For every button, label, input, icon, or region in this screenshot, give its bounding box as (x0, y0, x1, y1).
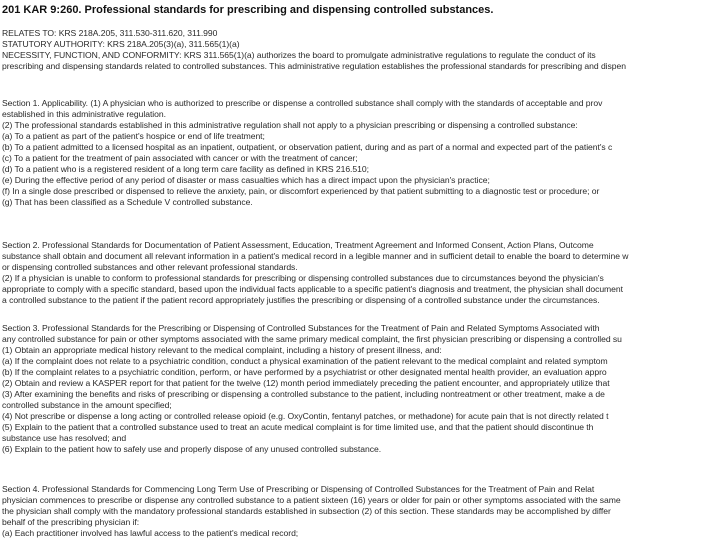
paragraph-line: appropriate to comply with a specific standard, based upon the individual facts applicable to a specific patient's diagnosis and treatment, the physician shall document (2, 284, 623, 294)
paragraph-line: (2) Obtain and review a KASPER report for that patient for the twelve (12) month period immediately preceding the patient encounter, and appropriately utilize that (2, 378, 610, 388)
paragraph-line: controlled substance in the amount specified; (2, 400, 172, 410)
paragraph-line: (4) Not prescribe or dispense a long acting or controlled release opioid (e.g. OxyContin, fentanyl patches, or methadone) for acute pain that is not directly related t (2, 411, 609, 421)
paragraph-line: a controlled substance to the patient if the patient record appropriately justifies the prescribing or dispensing of a controlled substance under the circumstances. (2, 295, 600, 305)
statutory-authority-line: STATUTORY AUTHORITY: KRS 218A.205(3)(a), 311.565(1)(a) (2, 39, 240, 49)
relates-to-line: RELATES TO: KRS 218A.205, 311.530-311.620, 311.990 (2, 28, 218, 38)
paragraph-line: (a) Each practitioner involved has lawful access to the patient's medical record; (2, 528, 299, 538)
necessity-line: NECESSITY, FUNCTION, AND CONFORMITY: KRS 311.565(1)(a) authorizes the board to promulgate administrative regulations to regulate the conduct of its (2, 50, 596, 60)
paragraph-line: (a) To a patient as part of the patient's hospice or end of life treatment; (2, 131, 265, 141)
paragraph-line: (b) To a patient admitted to a licensed hospital as an inpatient, outpatient, or observation patient, during and as part of a normal and expected part of the patient's c (2, 142, 613, 152)
paragraph-line: (5) Explain to the patient that a controlled substance used to treat an acute medical complaint is for time limited use, and that the patient should discontinue th (2, 422, 594, 432)
paragraph-line: (2) If a physician is unable to conform to professional standards for prescribing or dispensing controlled substances due to circumstances beyond the physician's (2, 273, 604, 283)
paragraph-line: behalf of the prescribing physician if: (2, 517, 140, 527)
necessity-line: prescribing and dispensing standards related to controlled substances. This administrative regulation establishes the professional standards for prescribing and dispen (2, 61, 626, 71)
paragraph-line: physician commences to prescribe or dispense any controlled substance to a patient sixteen (16) years or older for pain or other symptoms associated with the same (2, 495, 621, 505)
regulation-title: 201 KAR 9:260. Professional standards for prescribing and dispensing controlled substances. (2, 4, 494, 16)
paragraph-line: any controlled substance for pain or other symptoms associated with the same primary medical complaint, the first physician prescribing or dispensing a controlled su (2, 334, 622, 344)
paragraph-line: (b) If the complaint relates to a psychiatric condition, perform, or have performed by a psychiatrist or other designated mental health provider, an evaluation appro (2, 367, 607, 377)
paragraph-line: (6) Explain to the patient how to safely use and properly dispose of any unused controlled substance. (2, 444, 382, 454)
paragraph-line: (f) In a single dose prescribed or dispensed to relieve the anxiety, pain, or discomfort experienced by that patient submitting to a diagnostic test or procedure; or (2, 186, 600, 196)
section-4-heading-line: Section 4. Professional Standards for Commencing Long Term Use of Prescribing or Dispensing of Controlled Substances for the Treatment of Pain and Relat (2, 484, 595, 494)
paragraph-line: substance use has resolved; and (2, 433, 127, 443)
paragraph-line: substance shall obtain and document all relevant information in a patient's medical record in a legible manner and in sufficient detail to enable the board to determine w (2, 251, 629, 261)
paragraph-line: (c) To a patient for the treatment of pain associated with cancer or with the treatment of cancer; (2, 153, 358, 163)
paragraph-line: established in this administrative regulation. (2, 109, 166, 119)
section-1-heading-line: Section 1. Applicability. (1) A physician who is authorized to prescribe or dispense a controlled substance shall comply with the standards of acceptable and prov (2, 98, 603, 108)
section-3-heading-line: Section 3. Professional Standards for the Prescribing or Dispensing of Controlled Substances for the Treatment of Pain and Related Symptoms Associated with (2, 323, 600, 333)
paragraph-line: or dispensing controlled substances and other relevant professional standards. (2, 262, 298, 272)
paragraph-line: (3) After examining the benefits and risks of prescribing or dispensing a controlled substance to the patient, including nontreatment or other treatment, make a de (2, 389, 605, 399)
paragraph-line: (2) The professional standards established in this administrative regulation shall not apply to a physician prescribing or dispensing a controlled substance: (2, 120, 578, 130)
paragraph-line: (g) That has been classified as a Schedule V controlled substance. (2, 197, 253, 207)
paragraph-line: (1) Obtain an appropriate medical history relevant to the medical complaint, including a history of present illness, and: (2, 345, 442, 355)
paragraph-line: (a) If the complaint does not relate to a psychiatric condition, conduct a physical examination of the patient relevant to the medical complaint and related symptom (2, 356, 608, 366)
section-2-heading-line: Section 2. Professional Standards for Documentation of Patient Assessment, Education, Treatment Agreement and Informed Consent, Action Plans, Outcome (2, 240, 594, 250)
paragraph-line: (d) To a patient who is a registered resident of a long term care facility as defined in KRS 216.510; (2, 164, 369, 174)
paragraph-line: (e) During the effective period of any period of disaster or mass casualties which has a direct impact upon the physician's practice; (2, 175, 490, 185)
paragraph-line: the physician shall comply with the mandatory professional standards established in subsection (2) of this section. These standards may be accomplished by differ (2, 506, 611, 516)
